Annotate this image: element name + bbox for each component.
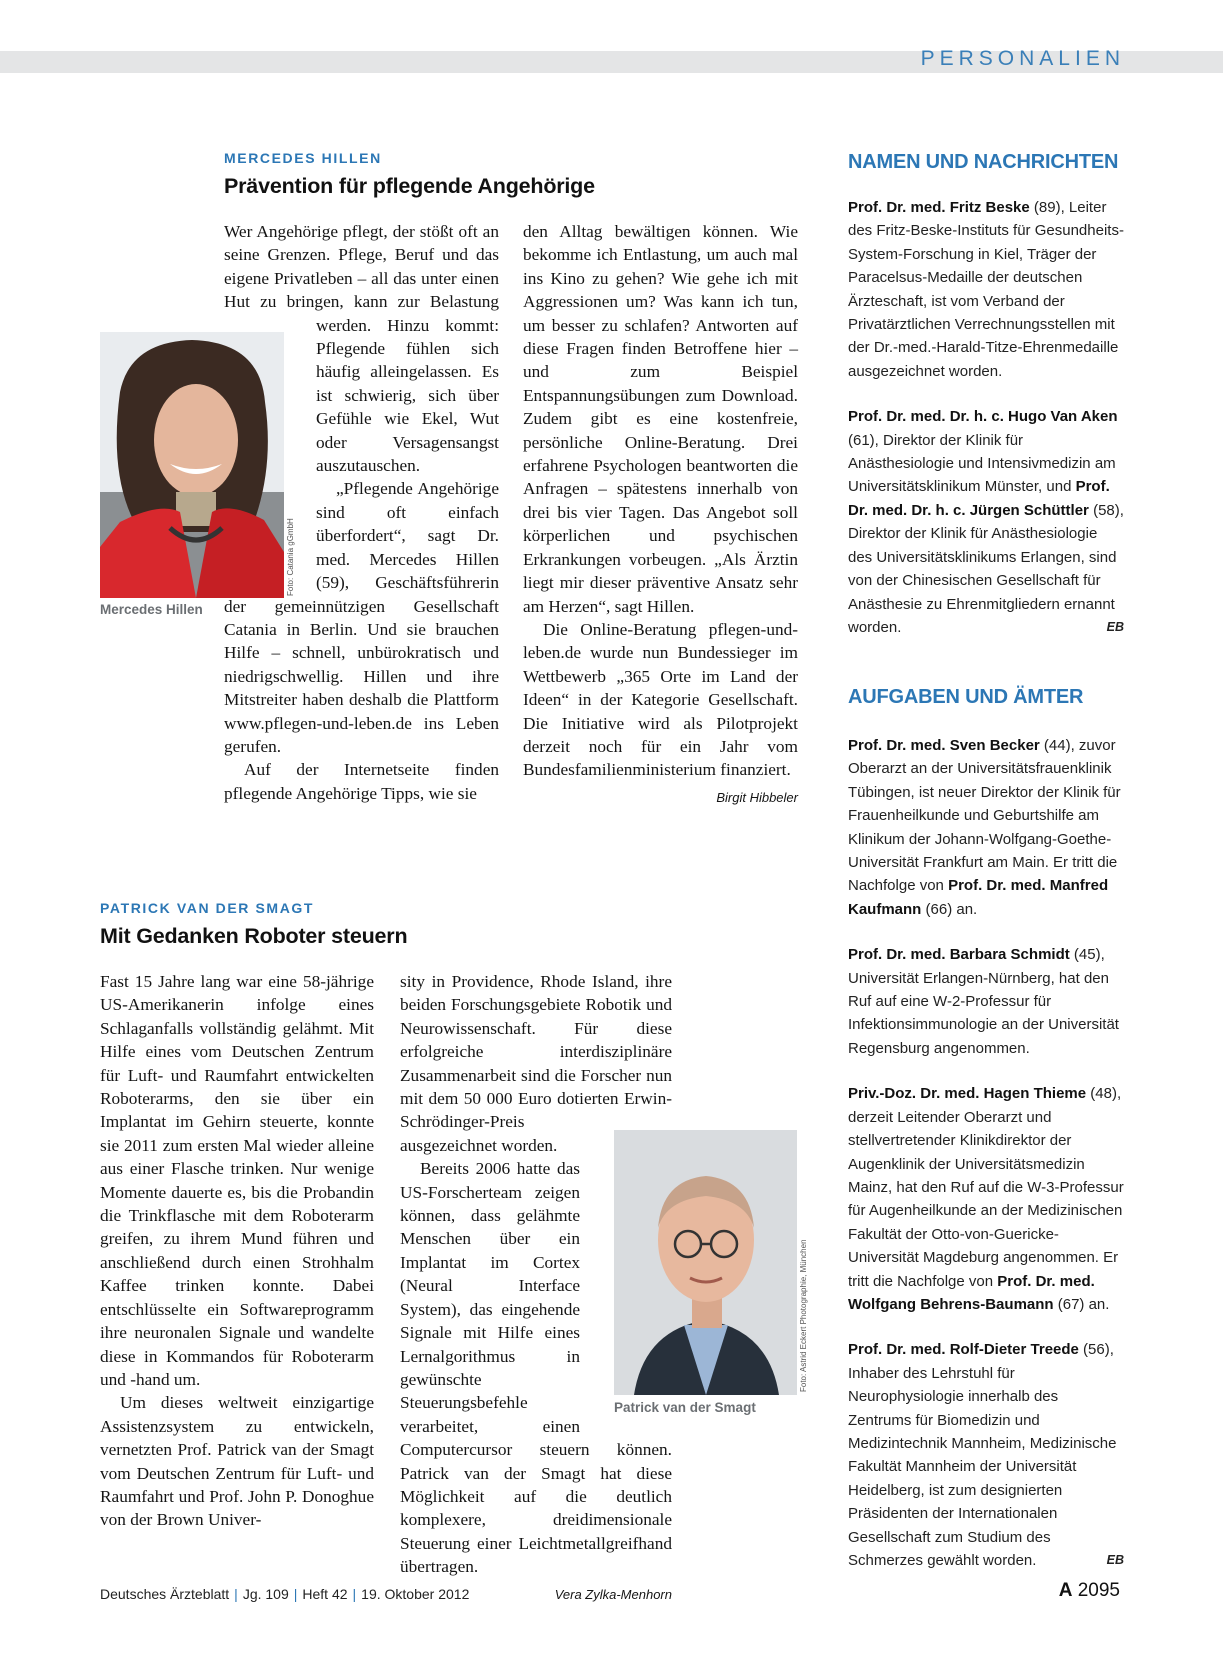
article1-paragraph: „Pflegende Angehörige sind oft einfach überfordert“, sagt Dr. med. Mercedes Hillen (59), Geschäftsführerin der gemeinnützigen Gesellschaft Catania in Berlin. Und sie brauchen Hilfe – schnell, unbürokratisch und niedrigschwellig. Hillen und ihre Mitstreiter haben deshalb die Plattform www.pflegen-und-leben.de ins Leben gerufen. bbox=[224, 479, 499, 756]
article1-photo-credit: Foto: Catania gGmbH bbox=[286, 518, 295, 596]
article2-kicker: PATRICK VAN DER SMAGT bbox=[100, 900, 315, 916]
footer-citation: Deutsches Ärzteblatt | Jg. 109 | Heft 42 | 19. Oktober 2012 bbox=[100, 1586, 470, 1602]
article2-paragraph: Um dieses weltweit einzigartige Assistenzsystem zu entwickeln, vernetzten Prof. Patrick van der Smagt vom Deutschen Zentrum für Luft- und Raumfahrt und Prof. John P. Donoghue von der Brown Univer- bbox=[100, 1393, 374, 1530]
article2-author: Vera Zylka-Menhorn bbox=[554, 1586, 672, 1602]
sidebar-section1-sig: EB bbox=[1106, 619, 1124, 634]
page-number: A 2095 bbox=[1058, 1580, 1120, 1601]
article1-paragraph: Auf der Internetseite finden pflegende Angehörige Tipps, wie sie bbox=[224, 760, 499, 803]
sidebar-item: Prof. Dr. med. Dr. h. c. Hugo Van Aken (61), Direktor der Klinik für Anästhesiologie und Intensivmedizin am Universitätsklinikum Münster, und Prof. Dr. med. Dr. h. c. Jürgen Schüttler (58), Direktor der Klinik für Anästhesiologie des Universitätsklinikums Erlangen, sind von der Chinesischen Gesellschaft für Anästhesie zu Ehrenmitgliedern ernannt worden. EB bbox=[848, 405, 1124, 639]
sidebar-section1 bbox=[848, 196, 1124, 661]
sidebar-section2 bbox=[848, 734, 1124, 1594]
article1-paragraph: Die Online-Beratung pflegen-und-leben.de wurde nun Bundessieger im Wettbewerb „365 Orte im Land der Ideen“ in der Kategorie Gesellschaft. Die Initiative wird als Pilotprojekt derzeit noch für ein Jahr vom Bundesfamilienministerium finanziert. bbox=[523, 619, 798, 780]
article1-title: Prävention für pflegende Angehörige bbox=[224, 174, 595, 198]
sidebar-section2-title: AUFGABEN UND ÄMTER bbox=[848, 686, 1084, 708]
footer-journal: Deutsches Ärzteblatt bbox=[100, 1586, 230, 1602]
footer-issue: Heft 42 bbox=[302, 1586, 348, 1602]
sidebar-item: Prof. Dr. med. Sven Becker (44), zuvor Oberarzt an der Universitätsfrauenklinik Tübingen, ist neuer Direktor der Klinik für Frauenheilkunde und Geburtshilfe am Klinikum der Johann-Wolfgang-Goethe-Universität Frankfurt am Main. Er tritt die Nachfolge von Prof. Dr. med. Manfred Kaufmann (66) an. bbox=[848, 737, 1121, 918]
article1-column-2 bbox=[523, 220, 798, 809]
article2-column-2 bbox=[400, 970, 672, 1606]
sidebar-item: Prof. Dr. med. Rolf-Dieter Treede (56), Inhaber des Lehrstuhl für Neurophysiologie innerhalb des Zentrums für Biomedizin und Medizintechnik Mannheim, Medizinische Fakultät Mannheim der Universität Heidelberg, ist zum designierten Präsidenten der Internationalen Gesellschaft zum Studium des Schmerzes gewählt worden. EB bbox=[848, 1338, 1124, 1572]
sidebar-section1-title: NAMEN UND NACHRICHTEN bbox=[848, 151, 1119, 173]
section-label: PERSONALIEN bbox=[920, 47, 1125, 70]
footer-volume: Jg. 109 bbox=[242, 1586, 289, 1602]
article2-column-1 bbox=[100, 970, 374, 1532]
footer-date: 19. Oktober 2012 bbox=[361, 1586, 470, 1602]
sidebar-section2-sig: EB bbox=[1106, 1553, 1124, 1567]
article1-paragraph: den Alltag bewältigen können. Wie bekomme ich Entlastung, um auch mal ins Kino zu gehen? Wie gehe ich mit Aggressionen um? Was kann ich tun, um besser zu schlafen? Antworten auf diese Fragen finden Betroffene hier – und zum Beispiel Entspannungsübungen zum Download. Zudem gibt es eine kostenfreie, persönliche Online-Beratung. Drei erfahrene Psychologen beantworten die Anfragen – spätestens innerhalb von drei bis vier Tagen. Das Angebot soll körperlichen und psychischen Erkrankungen vorbeugen. „Als Ärztin liegt mir dieser präventive Ansatz sehr am Herzen“, sagt Hillen. bbox=[523, 222, 798, 616]
article2-photo-caption: Patrick van der Smagt bbox=[614, 1400, 756, 1415]
article2-paragraph: sity in Providence, Rhode Island, ihre beiden Forschungsgebiete Robotik und Neurowissenschaft. Für diese erfolgreiche interdisziplinäre Zusammenarbeit sind die Forscher nun mit dem 50 000 Euro dotierten Erwin-Schrödinger-Preis ausgezeichnet worden. bbox=[400, 972, 672, 1155]
article1-paragraph: Wer Angehörige pflegt, der stößt oft an seine Grenzen. Pflege, Beruf und das eigene Privatleben – all das unter einen Hut zu bringen, kann zur Belastung werden. Hinzu kommt: Pflegende fühlen sich häufig alleingelassen. Es ist schwierig, sich über Gefühle wie Ekel, Wut oder Versagensangst auszutauschen. bbox=[224, 222, 499, 476]
article2-title: Mit Gedanken Roboter steuern bbox=[100, 924, 408, 948]
article1-kicker: MERCEDES HILLEN bbox=[224, 150, 382, 166]
article2-photo-credit: Foto: Astrid Eckert Photographie, München bbox=[799, 1239, 808, 1392]
sidebar-item: Prof. Dr. med. Fritz Beske (89), Leiter des Fritz-Beske-Instituts für Gesundheits-System-Forschung in Kiel, Träger der Paracelsus-Medaille der deutschen Ärzteschaft, ist vom Verband der Privatärztlichen Verrechnungsstellen mit der Dr.-med.-Harald-Titze-Ehrenmedaille ausgezeichnet worden. bbox=[848, 199, 1124, 380]
sidebar-item: Priv.-Doz. Dr. med. Hagen Thieme (48), derzeit Leitender Oberarzt und stellvertretender Klinikdirektor der Augenklinik der Universitätsmedizin Mainz, hat den Ruf auf die W-3-Professur für Augenheilkunde an der Medizinischen Fakultät der Otto-von-Guericke-Universität Magdeburg angenommen. Er tritt die Nachfolge von Prof. Dr. med. Wolfgang Behrens-Baumann (67) an. bbox=[848, 1085, 1124, 1313]
sidebar-item: Prof. Dr. med. Barbara Schmidt (45), Universität Erlangen-Nürnberg, hat den Ruf auf eine W-2-Professur für Infektionsimmunologie an der Universität Regensburg angenommen. bbox=[848, 946, 1119, 1057]
article1-author: Birgit Hibbeler bbox=[716, 789, 798, 805]
article1-column-1 bbox=[224, 220, 499, 805]
article2-paragraph: Fast 15 Jahre lang war eine 58-jährige US-Amerikanerin infolge eines Schlaganfalls vollständig gelähmt. Mit Hilfe eines vom Deutschen Zentrum für Luft- und Raumfahrt entwickelten Roboterarms, den sie über ein Implantat im Gehirn steuerte, konnte sie 2011 zum ersten Mal wieder alleine aus einer Flasche trinken. Nur wenige Momente dauerte es, bis die Probandin die Trinkflasche mit dem Roboterarm greifen, zu ihrem Mund führen und anschließend durch einen Strohhalm Kaffee trinken konnte. Dabei entschlüsselte ein Softwareprogramm ihre neuronalen Signale und wandelte diese in Kommandos für Roboterarm und -hand um. bbox=[100, 972, 374, 1389]
article2-paragraph: Bereits 2006 hatte das US-Forscherteam zeigen können, dass gelähmte Menschen über ein Implantat im Cortex (Neural Interface System), das eingehende Signale mit Hilfe eines Lernalgorithmus in gewünschte Steuerungsbefehle verarbeitet, einen Computercursor steuern können. Patrick van der Smagt hat diese Möglichkeit auf die deutlich komplexere, dreidimensionale Steuerung einer Leichtmetallgreifhand übertragen. bbox=[400, 1159, 672, 1577]
article1-photo-caption: Mercedes Hillen bbox=[100, 602, 203, 617]
